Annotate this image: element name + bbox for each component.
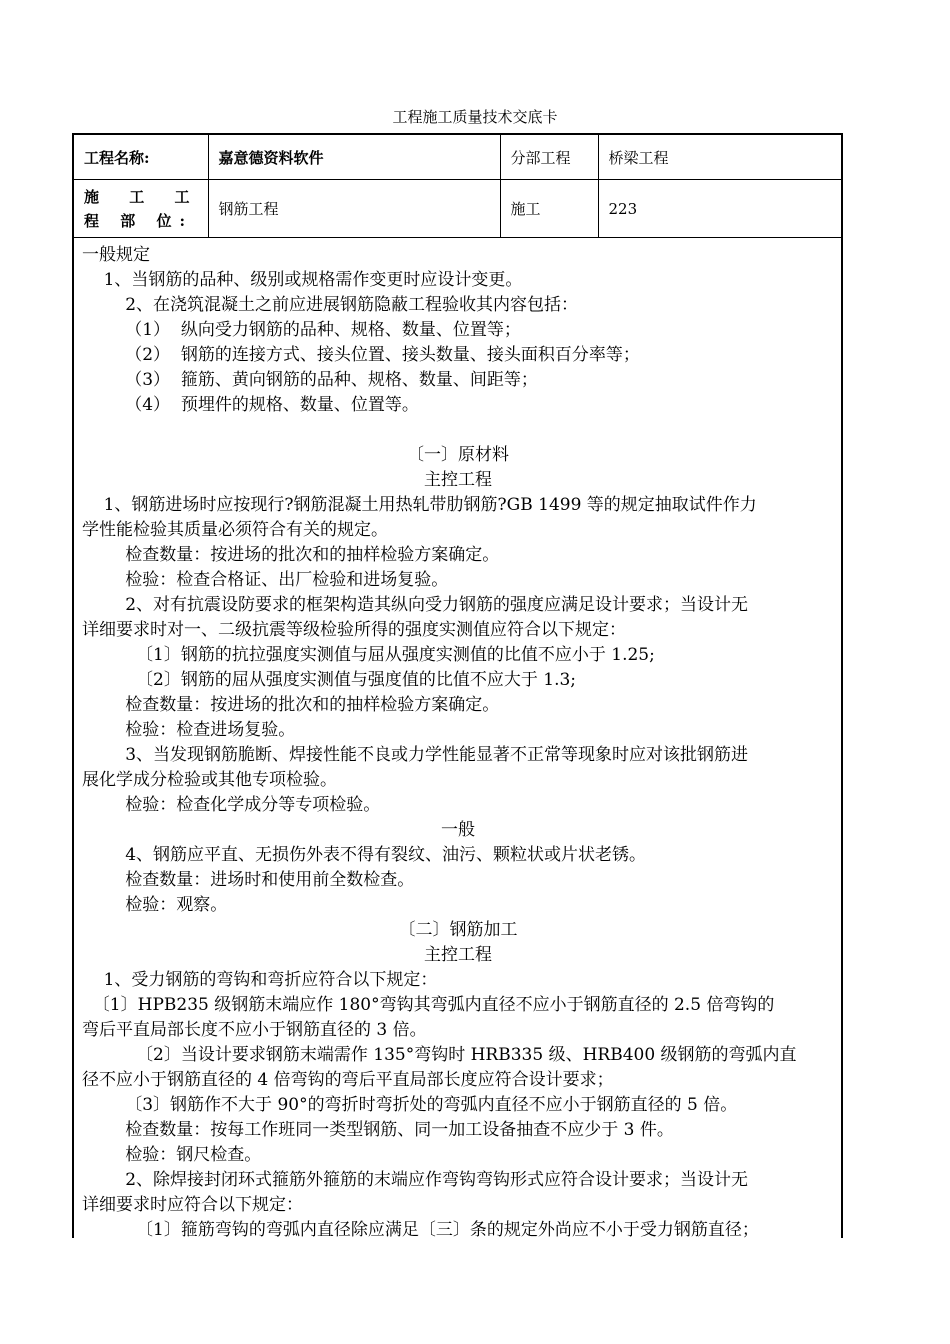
body-line: 详细要求时对一、二级抗震等级检验所得的强度实测值应符合以下规定： bbox=[82, 620, 626, 640]
header-row-location bbox=[74, 180, 841, 238]
body-line: 检查数量：按进场的批次和的抽样检验方案确定。 bbox=[82, 695, 500, 715]
body-line: 〔2〕钢筋的屈从强度实测值与强度值的比值不应大于 1.3; bbox=[82, 670, 577, 690]
body-line: 1、钢筋进场时应按现行?钢筋混凝土用热轧带肋钢筋?GB 1499 等的规定抽取试件作力 bbox=[82, 495, 757, 515]
body-line: 检验：检查合格证、出厂检验和进场复验。 bbox=[82, 570, 449, 590]
body-line: 学性能检验其质量必须符合有关的规定。 bbox=[82, 520, 388, 540]
body-line: 检验：检查进场复验。 bbox=[82, 720, 296, 740]
body-line: 详细要求时应符合以下规定： bbox=[82, 1195, 303, 1215]
sub-project-value: 桥梁工程 bbox=[598, 135, 841, 180]
body-line: 〔1〕钢筋的抗拉强度实测值与屈从强度实测值的比值不应小于 1.25; bbox=[82, 645, 655, 665]
body-line: 2、在浇筑混凝土之前应进展钢筋隐蔽工程验收其内容包括： bbox=[82, 295, 579, 315]
body-line: （1） 纵向受力钢筋的品种、规格、数量、位置等； bbox=[82, 320, 521, 340]
body-line: 展化学成分检验或其他专项检验。 bbox=[82, 770, 337, 790]
body-line: 2、对有抗震设防要求的框架构造其纵向受力钢筋的强度应满足设计要求；当设计无 bbox=[82, 595, 749, 615]
disclosure-body bbox=[82, 243, 834, 1243]
body-line: 〔一〕原材料 bbox=[407, 445, 509, 465]
body-line: 1、当钢筋的品种、级别或规格需作变更时应设计变更。 bbox=[82, 270, 523, 290]
body-line: 1、受力钢筋的弯钩和弯折应符合以下规定： bbox=[82, 970, 438, 990]
body-line: 一般规定 bbox=[82, 245, 150, 265]
body-line: 3、当发现钢筋脆断、焊接性能不良或力学性能显著不正常等现象时应对该批钢筋进 bbox=[82, 745, 749, 765]
body-line: 〔3〕钢筋作不大于 90°的弯折时弯折处的弯弧内直径不应小于钢筋直径的 5 倍。 bbox=[82, 1095, 738, 1115]
construction-value: 223 bbox=[598, 180, 841, 238]
body-line: 〔2〕当设计要求钢筋末端需作 135°弯钩时 HRB335 级、HRB400 级钢筋的弯弧内直 bbox=[82, 1045, 797, 1065]
project-name-label: 工程名称: bbox=[74, 135, 208, 180]
body-line: （2） 钢筋的连接方式、接头位置、接头数量、接头面积百分率等； bbox=[82, 345, 640, 365]
sub-project-label: 分部工程 bbox=[500, 135, 598, 180]
construction-label: 施工 bbox=[500, 180, 598, 238]
construction-location-label: 施 工 工 程 部 位: bbox=[74, 180, 208, 238]
page-title: 工程施工质量技术交底卡 bbox=[392, 108, 558, 126]
body-line: 检验：观察。 bbox=[82, 895, 228, 915]
header-table bbox=[74, 135, 841, 238]
body-line: 主控工程 bbox=[424, 470, 492, 490]
body-line: （4） 预埋件的规格、数量、位置等。 bbox=[82, 395, 419, 415]
project-name-value: 嘉意德资料软件 bbox=[208, 135, 500, 180]
body-line: 主控工程 bbox=[424, 945, 492, 965]
body-line: 〔1〕箍筋弯钩的弯弧内直径除应满足〔三〕条的规定外尚应不小于受力钢筋直径； bbox=[82, 1220, 759, 1240]
construction-location-value: 钢筋工程 bbox=[208, 180, 500, 238]
body-line: 2、除焊接封闭环式箍筋外箍筋的末端应作弯钩弯钩形式应符合设计要求；当设计无 bbox=[82, 1170, 749, 1190]
header-row-project bbox=[74, 135, 841, 180]
body-line: （3） 箍筋、黄向钢筋的品种、规格、数量、间距等； bbox=[82, 370, 538, 390]
body-line: 检查数量：进场时和使用前全数检查。 bbox=[82, 870, 415, 890]
body-line: 弯后平直局部长度不应小于钢筋直径的 3 倍。 bbox=[82, 1020, 427, 1040]
body-line: 检查数量：按每工作班同一类型钢筋、同一加工设备抽查不应少于 3 件。 bbox=[82, 1120, 674, 1140]
disclosure-card bbox=[72, 133, 843, 1238]
body-line: 检验：钢尺检查。 bbox=[82, 1145, 262, 1165]
body-line: 检验：检查化学成分等专项检验。 bbox=[82, 795, 381, 815]
body-line: 〔二〕钢筋加工 bbox=[398, 920, 518, 940]
body-line: 〔1〕HPB235 级钢筋末端应作 180°弯钩其弯弧内直径不应小于钢筋直径的 2.5 倍弯钩的 bbox=[82, 995, 775, 1015]
body-line: 4、钢筋应平直、无损伤外表不得有裂纹、油污、颗粒状或片状老锈。 bbox=[82, 845, 647, 865]
body-line: 径不应小于钢筋直径的 4 倍弯钩的弯后平直局部长度应符合设计要求； bbox=[82, 1070, 614, 1090]
body-line bbox=[82, 418, 834, 443]
body-line: 检查数量：按进场的批次和的抽样检验方案确定。 bbox=[82, 545, 500, 565]
body-line: 一般 bbox=[441, 820, 475, 840]
